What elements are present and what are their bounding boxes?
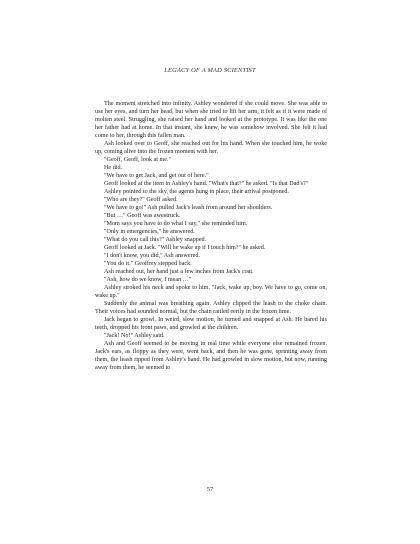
page-body — [95, 100, 327, 372]
paragraph: "Only in emergencies," he answered. — [104, 229, 195, 235]
paragraph: Ashley pointed to the sky, the agents hung in place, their arrival postponed. — [104, 189, 289, 195]
paragraph: "Ash, how do we know, I mean …" — [104, 277, 192, 283]
paragraph: Ash and Geoff seemed to be moving in real time while everyone else remained frozen. Jack's ears, as floppy as they were, went back, and then he was gone, sprinting away from them, the leash ripped from Ashley's hand. He had growled in slow motion, but now, running away from them, he seemed to — [95, 341, 327, 371]
paragraph: "Geoff, Geoff, look at me." — [104, 157, 172, 163]
page-number: 57 — [206, 486, 214, 493]
paragraph: The moment stretched into infinity. Ashley wondered if she could move. She was able to use her eyes, and turn her head, but when she tried to lift her arm, it felt as if it were made of molten steel. Struggling, she raised her hand and looked at the prototype. It was like the one her father had at home. In that instant, she knew, he was somehow involved. She felt it had come to her, through this fallen man. — [95, 101, 327, 139]
paragraph: "We have to go!" Ash pulled Jack's leash from around her shoulders. — [104, 205, 273, 211]
paragraph: "We have to get Jack, and get out of here." — [104, 173, 209, 179]
paragraph: "But …" Geoff was awestruck. — [104, 213, 181, 219]
paragraph: "Who are they?" Geoff asked. — [104, 197, 178, 203]
paragraph: Suddenly the animal was breathing again. Ashley clipped the leash to the choke chain. Their voices had sounded normal, but the chain rattled eerily in the frozen time. — [95, 301, 327, 315]
paragraph: "I don't know, you did," Ash answered. — [104, 253, 200, 259]
paragraph: "You do it." Geoffrey stepped back. — [104, 261, 192, 267]
paragraph: Ash looked over to Geoff, she reached out for his hand. When she touched him, he woke up, coming alive into the frozen moment with her. — [95, 141, 327, 155]
paragraph: Ash reached out, her hand just a few inches from Jack's coat. — [104, 269, 254, 275]
paragraph: Ashley stroked his neck and spoke to him. "Jack, wake up, boy. We have to go, come on, wake up." — [95, 285, 327, 299]
paragraph: "Jack! No!" Ashley said. — [104, 333, 165, 339]
running-header: LEGACY OF A MAD SCIENTIST — [164, 67, 256, 74]
paragraph: Geoff looked at Jack. "Will he wake up if I touch him?" he asked. — [104, 245, 266, 251]
paragraph: He did. — [104, 165, 123, 171]
paragraph: Jack began to growl. In weird, slow motion, he turned and snapped at Ash. He bared his teeth, dropped his front paws, and growled at the children. — [95, 317, 327, 331]
paragraph: "Mom says you have to do what I say," she reminded him. — [104, 221, 248, 227]
paragraph: "What do you call this?" Ashley snapped. — [104, 237, 207, 243]
paragraph: Geoff looked at the item in Ashley's hand. "What's that?" he asked. "Is that Dad's?" — [104, 181, 309, 187]
